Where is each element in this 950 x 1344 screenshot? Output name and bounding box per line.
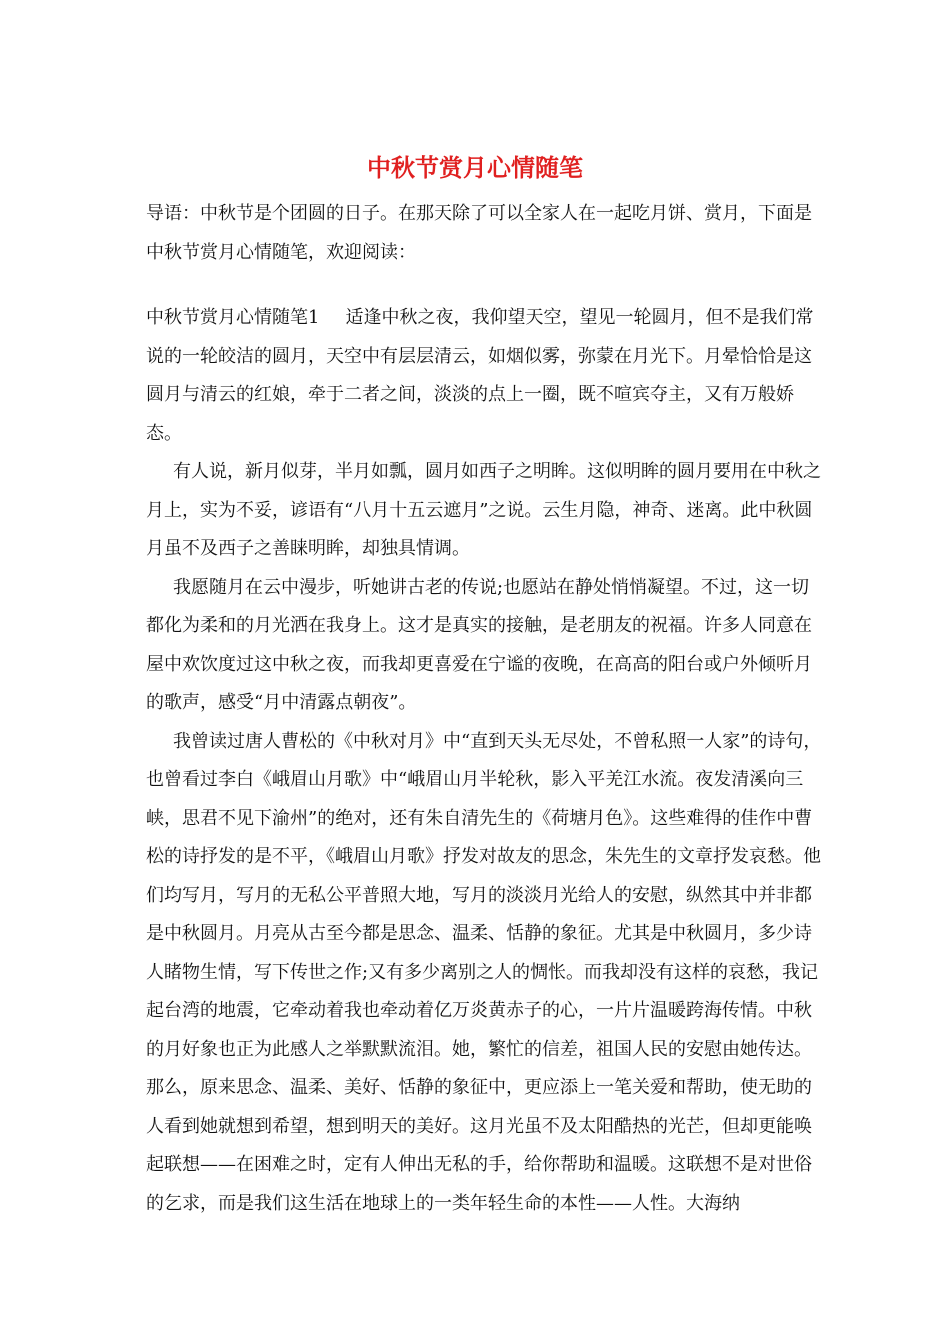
article-body — [146, 299, 826, 1223]
section-heading: 中秋节赏月心情随笔1 — [146, 307, 320, 328]
paragraph-3: 我愿随月在云中漫步，听她讲古老的传说;也愿站在静处悄悄凝望。不过，这一切都化为柔和的月光洒在我身上。这才是真实的接触，是老朋友的祝福。许多人同意在屋中欢饮度过这中秋之夜，而我却更喜爱在宁谧的夜晚，在高高的阳台或户外倾听月的歌声，感受“月中清露点朝夜”。 — [146, 576, 812, 713]
paragraph-1 — [146, 299, 826, 453]
paragraph-1-text: 适逢中秋之夜，我仰望天空，望见一轮圆月，但不是我们常说的一轮皎洁的圆月，天空中有层层清云，如烟似雾，弥蒙在月光下。月晕恰恰是这圆月与清云的红娘，牵于二者之间，淡淡的点上一圈，既不喧宾夺主，又有万般娇态。 — [146, 307, 814, 444]
intro-paragraph — [146, 194, 826, 272]
paragraph-4: 我曾读过唐人曹松的《中秋对月》中“直到天头无尽处，不曾私照一人家”的诗句，也曾看过李白《峨眉山月歌》中“峨眉山月半轮秋，影入平羌江水流。夜发清溪向三峡，思君不见下渝州”的绝对，还有朱自清先生的《荷塘月色》。这些难得的佳作中曹松的诗抒发的是不平，《峨眉山月歌》抒发对故友的思念，朱先生的文章抒发哀愁。他们均写月，写月的无私公平普照大地，写月的淡淡月光给人的安慰，纵然其中并非都是中秋圆月。月亮从古至今都是思念、温柔、恬静的象征。尤其是中秋圆月，多少诗人睹物生情，写下传世之作;又有多少离别之人的惆怅。而我却没有这样的哀愁，我记起台湾的地震，它牵动着我也牵动着亿万炎黄赤子的心，一片片温暖跨海传情。中秋的月好象也正为此感人之举默默流泪。她，繁忙的信差，祖国人民的安慰由她传达。那么，原来思念、温柔、美好、恬静的象征中，更应添上一笔关爱和帮助，使无助的人看到她就想到希望，想到明天的美好。这月光虽不及太阳酷热的光芒，但却更能唤起联想——在困难之时，定有人伸出无私的手，给你帮助和温暖。这联想不是对世俗的乞求，而是我们这生活在地球上的一类年轻生命的本性——人性。大海纳 — [146, 730, 822, 1214]
intro-text: 导语：中秋节是个团圆的日子。在那天除了可以全家人在一起吃月饼、赏月，下面是中秋节赏月心情随笔，欢迎阅读： — [146, 203, 812, 263]
document-title: 中秋节赏月心情随笔 — [367, 153, 583, 182]
paragraph-2: 有人说，新月似芽，半月如瓢，圆月如西子之明眸。这似明眸的圆月要用在中秋之月上，实为不妥，谚语有“八月十五云遮月”之说。云生月隐，神奇、迷离。此中秋圆月虽不及西子之善睐明眸，却独具情调。 — [146, 461, 821, 559]
